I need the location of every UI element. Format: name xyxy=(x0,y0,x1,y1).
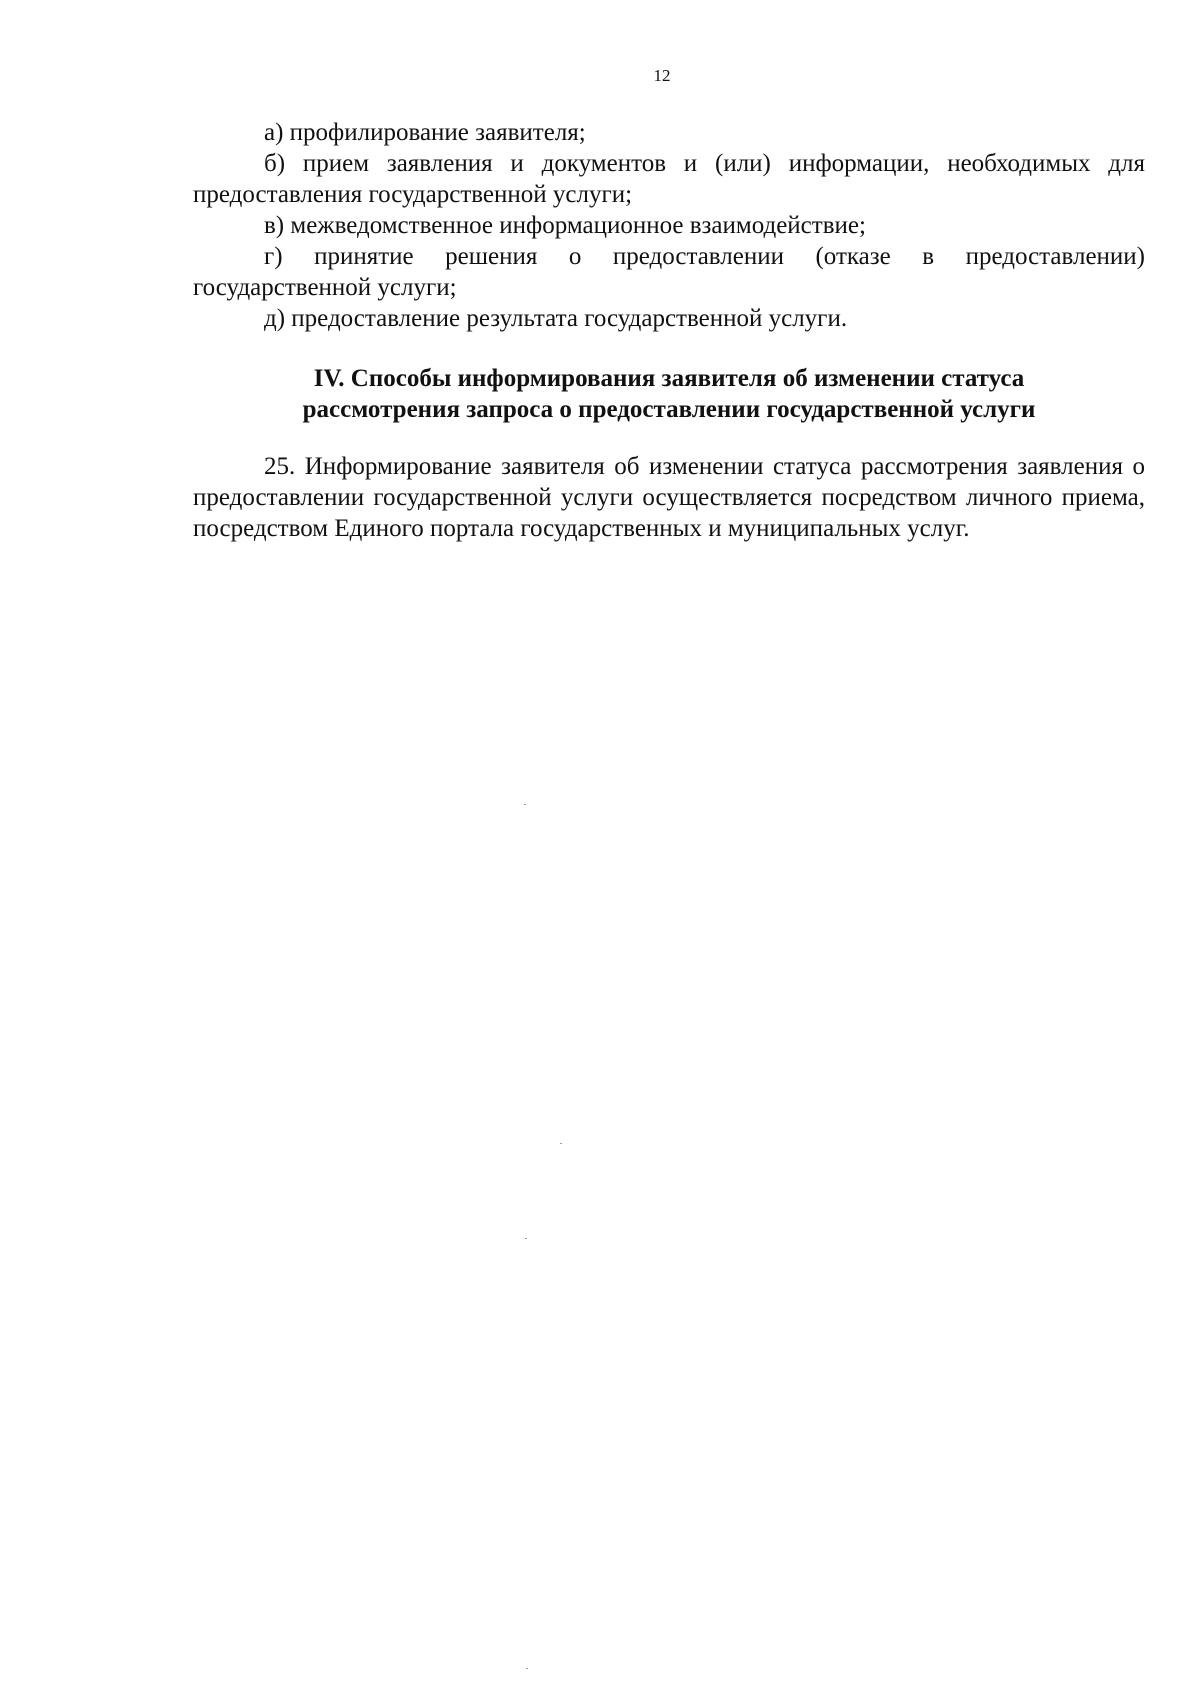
page-number: 12 xyxy=(653,66,671,85)
scan-speck xyxy=(560,1143,562,1144)
section-body xyxy=(193,451,1145,544)
section-heading-line-1: IV. Способы информирования заявителя об изменении статуса xyxy=(313,365,1025,392)
paragraph-25: 25. Информирование заявителя об изменении статуса рассмотрения заявления о предоставлении государственной услуги осуществляется посредством личного приема, посредством Единого портала государственных и муниципальных услуг. xyxy=(193,453,1145,542)
scan-speck xyxy=(525,1238,527,1239)
list-item: а) профилирование заявителя; xyxy=(264,119,586,146)
list-item: б) прием заявления и документов и (или) информации, необходимых для предоставления государственной услуги; xyxy=(193,150,1145,208)
scan-speck xyxy=(526,1668,528,1669)
list-item: д) предоставление результата государственной услуги. xyxy=(264,305,848,332)
list-item: в) межведомственное информационное взаимодействие; xyxy=(264,212,866,239)
list-item: г) принятие решения о предоставлении (отказе в предоставлении) государственной услуги; xyxy=(193,243,1145,301)
scan-speck xyxy=(524,804,526,805)
section-heading xyxy=(193,363,1145,425)
section-heading-line-2: рассмотрения запроса о предоставлении государственной услуги xyxy=(302,396,1036,423)
steps-list xyxy=(193,117,1145,334)
